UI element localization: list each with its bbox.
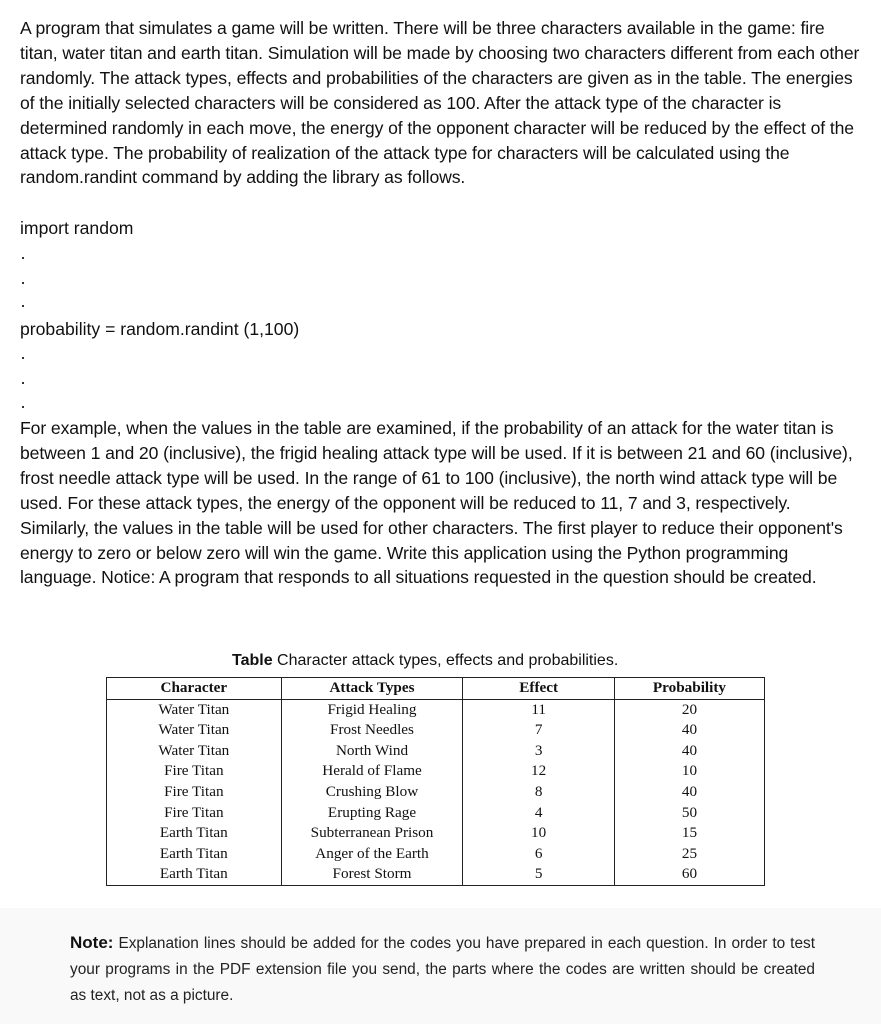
table-row bbox=[107, 844, 765, 865]
cell-effect: 12 bbox=[463, 761, 615, 782]
cell-character: Earth Titan bbox=[107, 844, 282, 865]
cell-attack-type: Forest Storm bbox=[281, 864, 463, 885]
table-row bbox=[107, 699, 765, 720]
cell-attack-type: Frost Needles bbox=[281, 720, 463, 741]
intro-paragraph: A program that simulates a game will be written. There will be three characters available in the game: fire titan, water titan and earth titan. Simulation will be made by choosing two characters different from each other randomly. The attack types, effects and probabilities of the characters are given as in the table. The energies of the initially selected characters will be considered as 100. After the attack type of the character is determined randomly in each move, the energy of the opponent character will be reduced by the effect of the attack type. The probability of realization of the attack type for characters will be calculated using the random.randint command by adding the library as follows. bbox=[20, 18, 860, 188]
cell-probability: 25 bbox=[614, 844, 764, 865]
cell-character: Earth Titan bbox=[107, 864, 282, 885]
header-probability: Probability bbox=[614, 678, 764, 700]
note-box bbox=[0, 908, 881, 1024]
cell-effect: 10 bbox=[463, 823, 615, 844]
cell-probability: 40 bbox=[614, 782, 764, 803]
cell-attack-type: Subterranean Prison bbox=[281, 823, 463, 844]
cell-attack-type: Frigid Healing bbox=[281, 699, 463, 720]
table-header-row bbox=[107, 678, 765, 700]
table-caption-label: Table bbox=[232, 652, 273, 669]
cell-probability: 40 bbox=[614, 741, 764, 762]
cell-probability: 50 bbox=[614, 803, 764, 824]
cell-effect: 6 bbox=[463, 844, 615, 865]
cell-probability: 40 bbox=[614, 720, 764, 741]
code-probability-line: probability = random.randint (1,100) bbox=[20, 319, 300, 339]
cell-probability: 60 bbox=[614, 864, 764, 885]
cell-attack-type: Crushing Blow bbox=[281, 782, 463, 803]
table-row bbox=[107, 720, 765, 741]
cell-effect: 8 bbox=[463, 782, 615, 803]
table-caption-text: Character attack types, effects and probabilities. bbox=[272, 652, 619, 669]
table-row bbox=[107, 803, 765, 824]
table-row bbox=[107, 761, 765, 782]
note-text: Explanation lines should be added for the codes you have prepared in each question. In order to test your programs in the PDF extension file you send, the parts where the codes are written should be created as text, not as a picture. bbox=[70, 935, 815, 1004]
cell-probability: 10 bbox=[614, 761, 764, 782]
ellipsis-dot bbox=[22, 406, 24, 408]
table-row bbox=[107, 864, 765, 885]
ellipsis-dot bbox=[22, 382, 24, 384]
table-row bbox=[107, 782, 765, 803]
table-row bbox=[107, 741, 765, 762]
cell-character: Water Titan bbox=[107, 720, 282, 741]
code-import-line: import random bbox=[20, 218, 134, 238]
cell-character: Fire Titan bbox=[107, 803, 282, 824]
cell-attack-type: Anger of the Earth bbox=[281, 844, 463, 865]
cell-probability: 20 bbox=[614, 699, 764, 720]
header-character: Character bbox=[107, 678, 282, 700]
cell-attack-type: North Wind bbox=[281, 741, 463, 762]
note-label: Note: bbox=[70, 933, 114, 952]
cell-effect: 11 bbox=[463, 699, 615, 720]
cell-character: Fire Titan bbox=[107, 782, 282, 803]
note-paragraph bbox=[70, 930, 815, 1009]
cell-character: Water Titan bbox=[107, 699, 282, 720]
cell-character: Fire Titan bbox=[107, 761, 282, 782]
example-paragraph: For example, when the values in the table are examined, if the probability of an attack for the water titan is between 1 and 20 (inclusive), the frigid healing attack type will be used. If it is between 21 and 60 (inclusive), frost needle attack type will be used. In the range of 61 to 100 (inclusive), the north wind attack type will be used. For these attack types, the energy of the opponent will be reduced to 11, 7 and 3, respectively. Similarly, the values in the table will be used for other characters. The first player to reduce their opponent's energy to zero or below zero will win the game. Write this application using the Python programming language. Notice: A program that responds to all situations requested in the question should be created. bbox=[20, 418, 853, 588]
header-effect: Effect bbox=[463, 678, 615, 700]
attack-table bbox=[106, 677, 765, 886]
cell-character: Earth Titan bbox=[107, 823, 282, 844]
ellipsis-dot bbox=[22, 282, 24, 284]
ellipsis-dot bbox=[22, 305, 24, 307]
ellipsis-dot bbox=[22, 257, 24, 259]
cell-effect: 7 bbox=[463, 720, 615, 741]
cell-probability: 15 bbox=[614, 823, 764, 844]
ellipsis-dot bbox=[22, 357, 24, 359]
table-caption bbox=[232, 651, 618, 671]
cell-effect: 3 bbox=[463, 741, 615, 762]
cell-effect: 5 bbox=[463, 864, 615, 885]
cell-attack-type: Herald of Flame bbox=[281, 761, 463, 782]
header-attack-types: Attack Types bbox=[281, 678, 463, 700]
cell-effect: 4 bbox=[463, 803, 615, 824]
cell-character: Water Titan bbox=[107, 741, 282, 762]
table-row bbox=[107, 823, 765, 844]
cell-attack-type: Erupting Rage bbox=[281, 803, 463, 824]
